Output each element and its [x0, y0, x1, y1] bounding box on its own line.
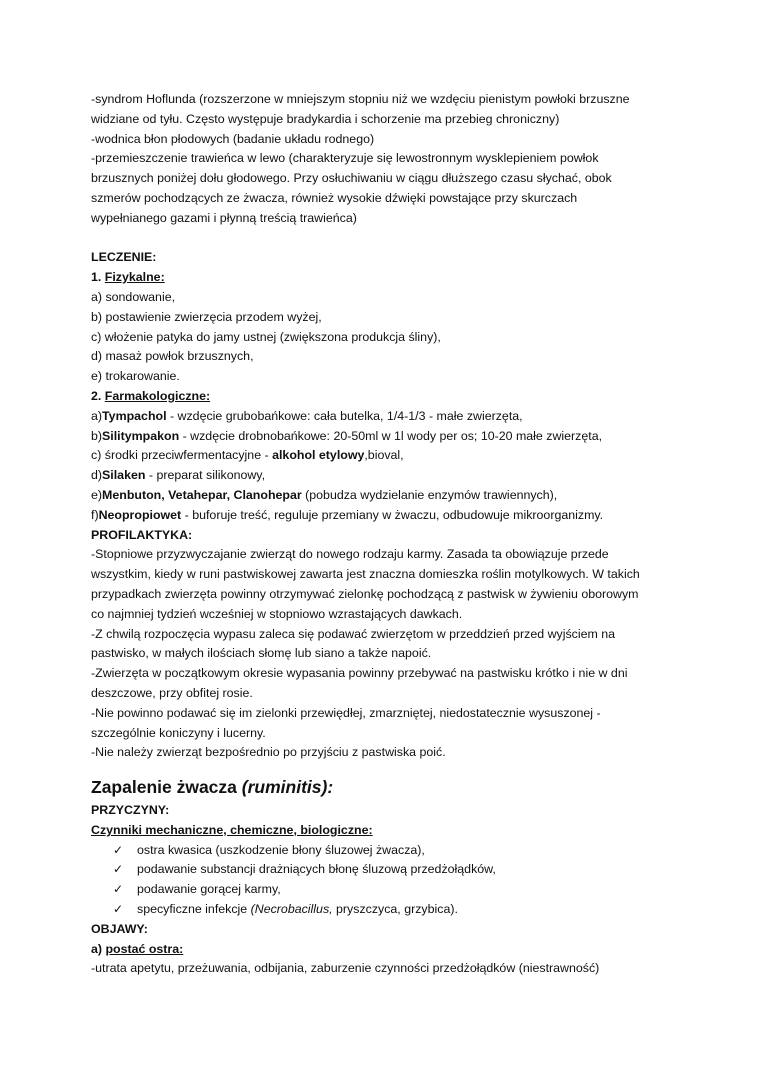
- drug-item-f: [91, 506, 691, 526]
- ostra-label: postać ostra:: [105, 941, 184, 956]
- cause-list: [91, 841, 691, 920]
- fizykalne-item: b) postawienie zwierzęcia przodem wyżej,: [91, 309, 322, 324]
- check-icon: ✓: [113, 902, 124, 917]
- drug-item-a: [91, 407, 691, 427]
- drug-name: Silitympakon: [102, 428, 180, 443]
- profilaktyka-line: -Nie powinno podawać się im zielonki przewiędłej, zmarzniętej, niedostatecznie wysuszonej -: [91, 705, 601, 720]
- fizykalne-item: c) włożenie patyka do jamy ustnej (zwiększona produkcja śliny),: [91, 329, 441, 344]
- cause-text-italic: (Necrobacillus,: [250, 902, 333, 917]
- section-number: 2.: [91, 388, 105, 403]
- drug-name: alkohol etylowy: [272, 448, 365, 463]
- drug-desc: (pobudza wydzielanie enzymów trawiennych),: [301, 487, 558, 502]
- ostra-line: -utrata apetytu, przeżuwania, odbijania, zaburzenie czynności przedżołądków (niestrawność): [91, 961, 600, 976]
- intro-line: widziane od tyłu. Często występuje bradykardia i schorzenie ma przebieg chroniczny): [91, 111, 560, 126]
- intro-line: brzusznych poniżej dołu głodowego. Przy osłuchiwaniu w ciągu dłuższego czasu słychać, obok: [91, 171, 612, 186]
- document-page: [91, 90, 691, 979]
- section-heading: [91, 775, 691, 799]
- drug-item-b: [91, 427, 691, 447]
- heading-latin: (ruminitis):: [241, 777, 334, 798]
- intro-line: -wodnica błon płodowych (badanie układu rodnego): [91, 131, 375, 146]
- intro-line: -syndrom Hoflunda (rozszerzone w mniejszym stopniu niż we wzdęciu pienistym powłoki brzuszne: [91, 92, 630, 106]
- profilaktyka-line: pastwisko, w małych ilościach słomę lub siano a także napoić.: [91, 646, 432, 661]
- cause-text-post: pryszczyca, grzybica).: [332, 902, 458, 917]
- intro-line: -przemieszczenie trawieńca w lewo (charakteryzuje się lewostronnym wysklepieniem powłok: [91, 151, 599, 166]
- cause-text: ostra kwasica (uszkodzenie błony śluzowej żwacza),: [137, 842, 425, 857]
- profilaktyka-line: przypadkach zwierzęta powinny otrzymywać zielonkę pochodzącą z pastwisk w żywieniu oborowym: [91, 586, 639, 601]
- drug-item-c: [91, 446, 691, 466]
- drug-desc: - buforuje treść, reguluje przemiany w żwaczu, odbudowuje mikroorganizmy.: [181, 507, 604, 522]
- check-icon: ✓: [113, 862, 124, 877]
- drug-name: Tympachol: [102, 408, 167, 423]
- profilaktyka-line: co najmniej tydzień wcześniej w stopniowo wzrastających dawkach.: [91, 606, 463, 621]
- spacer: [91, 229, 691, 249]
- list-item: [91, 880, 691, 900]
- item-prefix: e): [91, 487, 103, 502]
- profilaktyka-line: -Zwierzęta w początkowym okresie wypasania powinny przebywać na pastwisku krótko i nie w dni: [91, 666, 628, 681]
- przyczyny-title: PRZYCZYNY:: [91, 803, 170, 818]
- list-item: [91, 860, 691, 880]
- drug-item-e: [91, 486, 691, 506]
- czynniki-label: Czynniki mechaniczne, chemiczne, biologiczne:: [91, 822, 373, 837]
- item-prefix: b): [91, 428, 103, 443]
- drug-pre: c) środki przeciwfermentacyjne -: [91, 448, 273, 463]
- drug-desc: ,bioval,: [364, 448, 404, 463]
- heading-main: Zapalenie żwacza: [91, 777, 242, 798]
- check-icon: ✓: [113, 842, 124, 857]
- fizykalne-item: d) masaż powłok brzusznych,: [91, 349, 254, 364]
- fizykalne-heading: [91, 268, 691, 288]
- cause-text: podawanie substancji drażniących błonę śluzową przedżołądków,: [137, 862, 496, 877]
- profilaktyka-line: -Stopniowe przyzwyczajanie zwierząt do nowego rodzaju karmy. Zasada ta obowiązuje przede: [91, 547, 609, 562]
- item-prefix: d): [91, 468, 103, 483]
- farmakologiczne-heading: [91, 387, 691, 407]
- drug-name: Silaken: [102, 468, 146, 483]
- profilaktyka-title: PROFILAKTYKA:: [91, 527, 193, 542]
- intro-line: wypełnianego gazami i płynną treścią trawieńca): [91, 210, 357, 225]
- item-prefix: f): [91, 507, 99, 522]
- drug-desc: - preparat silikonowy,: [145, 468, 266, 483]
- item-prefix: a): [91, 408, 103, 423]
- list-item: [91, 900, 691, 920]
- intro-line: szmerów pochodzących ze żwacza, również wysokie dźwięki powstające przy skurczach: [91, 190, 578, 205]
- drug-desc: - wzdęcie grubobańkowe: cała butelka, 1/4-1/3 - małe zwierzęta,: [166, 408, 523, 423]
- profilaktyka-line: -Z chwilą rozpoczęcia wypasu zaleca się podawać zwierzętom w przeddzień przed wyjściem na: [91, 626, 616, 641]
- cause-text-pre: specyficzne infekcje: [137, 902, 251, 917]
- list-item: [91, 841, 691, 861]
- fizykalne-item: e) trokarowanie.: [91, 369, 180, 384]
- profilaktyka-line: szczególnie koniczyny i lucerny.: [91, 725, 266, 740]
- objawy-title: OBJAWY:: [91, 921, 148, 936]
- drug-name: Neopropiowet: [98, 507, 182, 522]
- profilaktyka-line: deszczowe, przy obfitej rosie.: [91, 685, 253, 700]
- fizykalne-label: Fizykalne:: [104, 270, 165, 285]
- check-icon: ✓: [113, 882, 124, 897]
- section-number: 1.: [91, 270, 105, 285]
- leczenie-title: LECZENIE:: [91, 250, 157, 265]
- profilaktyka-line: wszystkim, kiedy w runi pastwiskowej zawarta jest znaczna domieszka roślin motylkowych. W takich: [91, 567, 640, 582]
- cause-text: podawanie gorącej karmy,: [137, 882, 281, 897]
- drug-desc: - wzdęcie drobnobańkowe: 20-50ml w 1l wody per os; 10-20 małe zwierzęta,: [179, 428, 603, 443]
- ostra-heading: [91, 940, 691, 960]
- drug-name: Menbuton, Vetahepar, Clanohepar: [102, 487, 302, 502]
- item-prefix: a): [91, 941, 106, 956]
- drug-item-d: [91, 466, 691, 486]
- profilaktyka-line: -Nie należy zwierząt bezpośrednio po przyjściu z pastwiska poić.: [91, 745, 446, 760]
- farmakologiczne-label: Farmakologiczne:: [104, 388, 211, 403]
- fizykalne-item: a) sondowanie,: [91, 289, 176, 304]
